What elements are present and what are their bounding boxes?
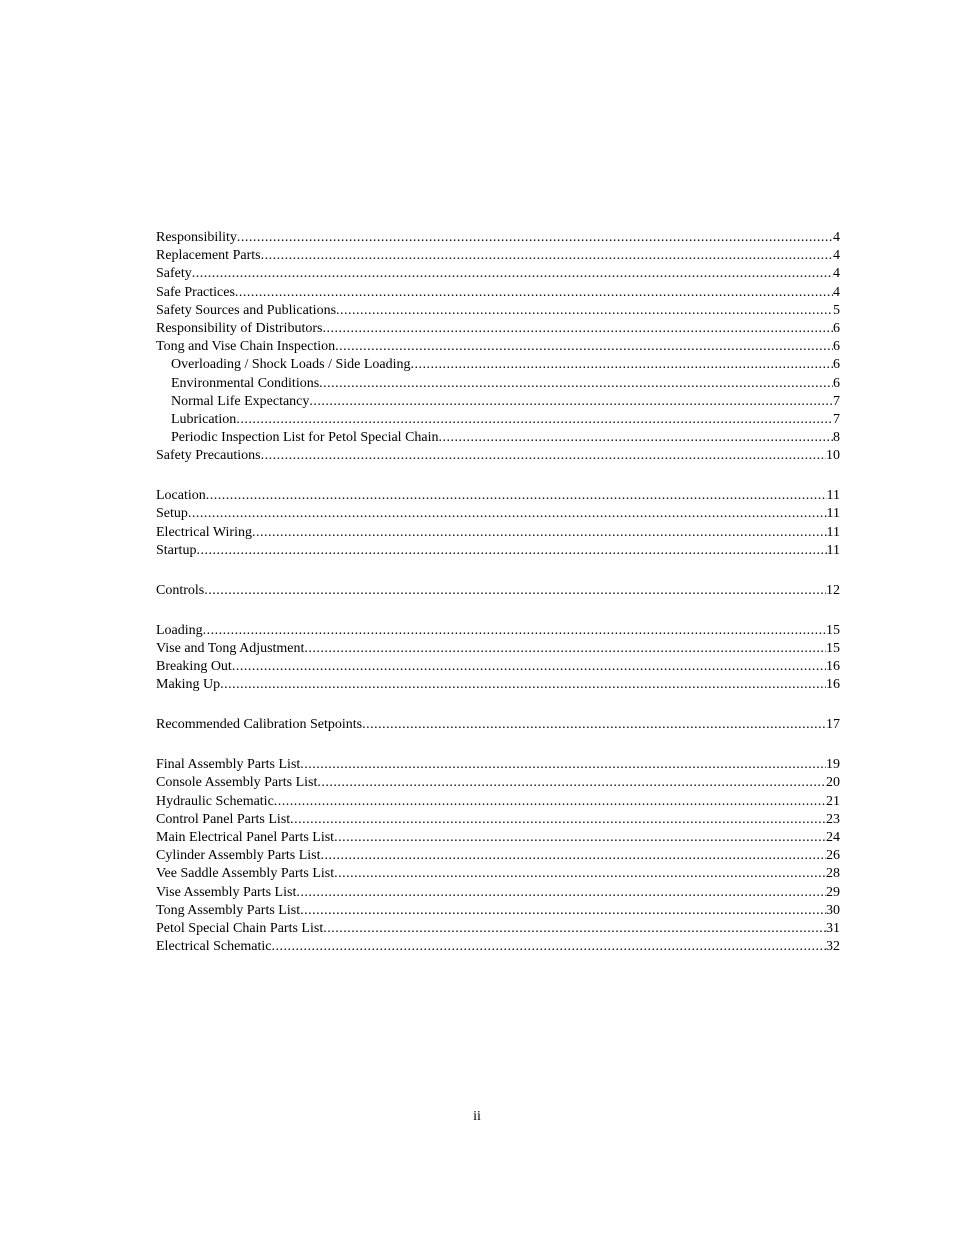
toc-entry-title: Tong Assembly Parts List — [156, 902, 301, 918]
toc-entry-page: 11 — [826, 524, 840, 540]
toc-entry-page: 4 — [833, 230, 840, 245]
toc-entry-page: 11 — [826, 506, 840, 522]
toc-dot-leader — [236, 411, 833, 429]
toc-entry[interactable] — [156, 393, 840, 411]
toc-dot-leader — [237, 229, 833, 247]
toc-entry-title: Safe Practices — [156, 284, 235, 300]
toc-entry[interactable] — [156, 229, 840, 247]
toc-dot-leader — [192, 265, 833, 283]
toc-entry-page: 11 — [826, 542, 840, 558]
toc-entry[interactable] — [156, 640, 840, 658]
toc-entry-page: 31 — [826, 920, 840, 936]
toc-entry-page: 7 — [833, 411, 840, 427]
toc-entry-title: Safety Sources and Publications — [156, 302, 337, 318]
toc-entry-title: Responsibility of Distributors — [156, 320, 323, 336]
toc-entry-title: Electrical Schematic — [156, 939, 272, 955]
toc-entry[interactable] — [156, 884, 840, 902]
toc-entry-title: Vise Assembly Parts List — [156, 884, 297, 900]
toc-dot-leader — [290, 811, 826, 829]
toc-entry-title: Electrical Wiring — [156, 524, 252, 540]
toc-entry[interactable] — [156, 774, 840, 792]
toc-entry-title: Location — [156, 488, 206, 504]
toc-dot-leader — [232, 658, 826, 676]
toc-dot-leader — [261, 247, 833, 265]
toc-entry-page: 26 — [826, 848, 840, 864]
toc-entry-page: 8 — [833, 430, 840, 446]
toc-entry-title: Control Panel Parts List — [156, 811, 291, 827]
toc-entry[interactable] — [156, 487, 840, 505]
toc-dot-leader — [203, 622, 826, 640]
toc-entry-page: 16 — [826, 659, 840, 675]
toc-entry-page: 23 — [826, 811, 840, 827]
toc-entry-page: 4 — [833, 284, 840, 300]
toc-entry-page: 6 — [833, 320, 840, 336]
toc-entry-page: 17 — [826, 717, 840, 733]
toc-entry-page: 10 — [826, 448, 840, 464]
toc-dot-leader — [334, 865, 826, 883]
toc-entry-page: 15 — [826, 622, 840, 638]
toc-entry-title: Making Up — [156, 677, 221, 693]
toc-entry[interactable] — [156, 793, 840, 811]
toc-dot-leader — [274, 793, 826, 811]
toc-dot-leader — [323, 920, 826, 938]
toc-entry-title: Setup — [156, 506, 188, 522]
toc-dot-leader — [439, 429, 833, 447]
toc-entry[interactable] — [156, 582, 840, 600]
toc-entry[interactable] — [156, 524, 840, 542]
toc-entry-page: 6 — [833, 339, 840, 355]
toc-entry-title: Safety Precautions — [156, 448, 261, 464]
toc-group — [156, 229, 840, 465]
toc-entry[interactable] — [156, 920, 840, 938]
toc-dot-leader — [206, 487, 827, 505]
toc-entry-title: Cylinder Assembly Parts List — [156, 848, 321, 864]
toc-entry[interactable] — [156, 542, 840, 560]
toc-entry-page: 16 — [826, 677, 840, 693]
toc-entry-page: 5 — [833, 302, 840, 318]
toc-entry-title: Safety — [156, 266, 192, 282]
toc-dot-leader — [220, 676, 826, 694]
toc-entry-title: Loading — [156, 622, 203, 638]
toc-group — [156, 716, 840, 734]
toc-entry-page: 4 — [833, 248, 840, 264]
toc-entry-title: Petol Special Chain Parts List — [156, 920, 324, 936]
page-number: ii — [473, 1109, 481, 1124]
toc-dot-leader — [261, 447, 826, 465]
toc-entry-page: 30 — [826, 902, 840, 918]
toc-entry-title: Startup — [156, 542, 197, 558]
toc-entry[interactable] — [156, 865, 840, 883]
toc-entry[interactable] — [156, 411, 840, 429]
toc-dot-leader — [321, 847, 827, 865]
toc-entry[interactable] — [156, 658, 840, 676]
toc-entry[interactable] — [156, 622, 840, 640]
toc-dot-leader — [322, 320, 833, 338]
toc-entry[interactable] — [156, 284, 840, 302]
toc-entry-title: Normal Life Expectancy — [171, 393, 310, 409]
toc-group — [156, 622, 840, 695]
toc-entry[interactable] — [156, 447, 840, 465]
toc-dot-leader — [317, 774, 826, 792]
toc-dot-leader — [411, 356, 833, 374]
toc-entry-title: Main Electrical Panel Parts List — [156, 830, 335, 846]
toc-entry[interactable] — [156, 247, 840, 265]
toc-entry[interactable] — [156, 676, 840, 694]
toc-entry[interactable] — [156, 505, 840, 523]
toc-entry-title: Recommended Calibration Setpoints — [156, 717, 363, 733]
toc-dot-leader — [335, 338, 833, 356]
toc-entry[interactable] — [156, 265, 840, 283]
toc-dot-leader — [362, 716, 826, 734]
toc-entry-page: 15 — [826, 640, 840, 656]
toc-dot-leader — [300, 902, 826, 920]
toc-entry-title: Environmental Conditions — [171, 375, 320, 391]
toc-entry-page: 21 — [826, 793, 840, 809]
toc-group — [156, 582, 840, 600]
toc-entry[interactable] — [156, 829, 840, 847]
toc-dot-leader — [204, 582, 826, 600]
toc-dot-leader — [304, 640, 826, 658]
toc-entry-page: 29 — [826, 884, 840, 900]
toc-entry-title: Final Assembly Parts List — [156, 757, 301, 773]
toc-entry[interactable] — [156, 320, 840, 338]
toc-group — [156, 487, 840, 560]
toc-entry[interactable] — [156, 756, 840, 774]
toc-group — [156, 756, 840, 956]
toc-entry-title: Console Assembly Parts List — [156, 775, 318, 791]
toc-entry-page: 12 — [826, 582, 840, 598]
toc-entry-page: 19 — [826, 757, 840, 773]
toc-entry-title: Periodic Inspection List for Petol Special Chain — [171, 430, 439, 446]
toc-dot-leader — [196, 542, 826, 560]
toc-entry[interactable] — [156, 375, 840, 393]
toc-entry[interactable] — [156, 902, 840, 920]
toc-entry[interactable] — [156, 938, 840, 956]
toc-entry-title: Breaking Out — [156, 659, 232, 675]
toc-dot-leader — [296, 884, 826, 902]
toc-entry-page: 6 — [833, 357, 840, 373]
toc-entry-page: 7 — [833, 393, 840, 409]
toc-entry-title: Tong and Vise Chain Inspection — [156, 339, 336, 355]
toc-entry-title: Vee Saddle Assembly Parts List — [156, 866, 335, 882]
toc-entry-page: 24 — [826, 830, 840, 846]
toc-entry-page: 28 — [826, 866, 840, 882]
toc-entry[interactable] — [156, 302, 840, 320]
toc-entry[interactable] — [156, 429, 840, 447]
toc-dot-leader — [309, 393, 833, 411]
toc-entry-title: Vise and Tong Adjustment — [156, 640, 305, 656]
toc-dot-leader — [334, 829, 826, 847]
toc-entry[interactable] — [156, 338, 840, 356]
toc-entry-page: 20 — [826, 775, 840, 791]
toc-entry-title: Lubrication — [171, 411, 237, 427]
toc-entry-title: Controls — [156, 582, 205, 598]
toc-dot-leader — [319, 375, 833, 393]
toc-entry-page: 6 — [833, 375, 840, 391]
toc-dot-leader — [336, 302, 833, 320]
toc-entry[interactable] — [156, 716, 840, 734]
toc-entry[interactable] — [156, 356, 840, 374]
toc-entry-page: 11 — [826, 488, 840, 504]
toc-entry-page: 4 — [833, 266, 840, 282]
toc-entry[interactable] — [156, 847, 840, 865]
toc-dot-leader — [271, 938, 826, 956]
toc-dot-leader — [188, 505, 827, 523]
toc-dot-leader — [235, 284, 833, 302]
toc-entry-title: Replacement Parts — [156, 248, 261, 264]
toc-entry-title: Responsibility — [156, 230, 237, 245]
toc-entry-page: 32 — [826, 939, 840, 955]
table-of-contents — [156, 229, 840, 956]
toc-entry-title: Overloading / Shock Loads / Side Loading — [171, 357, 411, 373]
toc-entry-title: Hydraulic Schematic — [156, 793, 274, 809]
toc-entry[interactable] — [156, 811, 840, 829]
toc-dot-leader — [252, 524, 827, 542]
toc-dot-leader — [300, 756, 826, 774]
